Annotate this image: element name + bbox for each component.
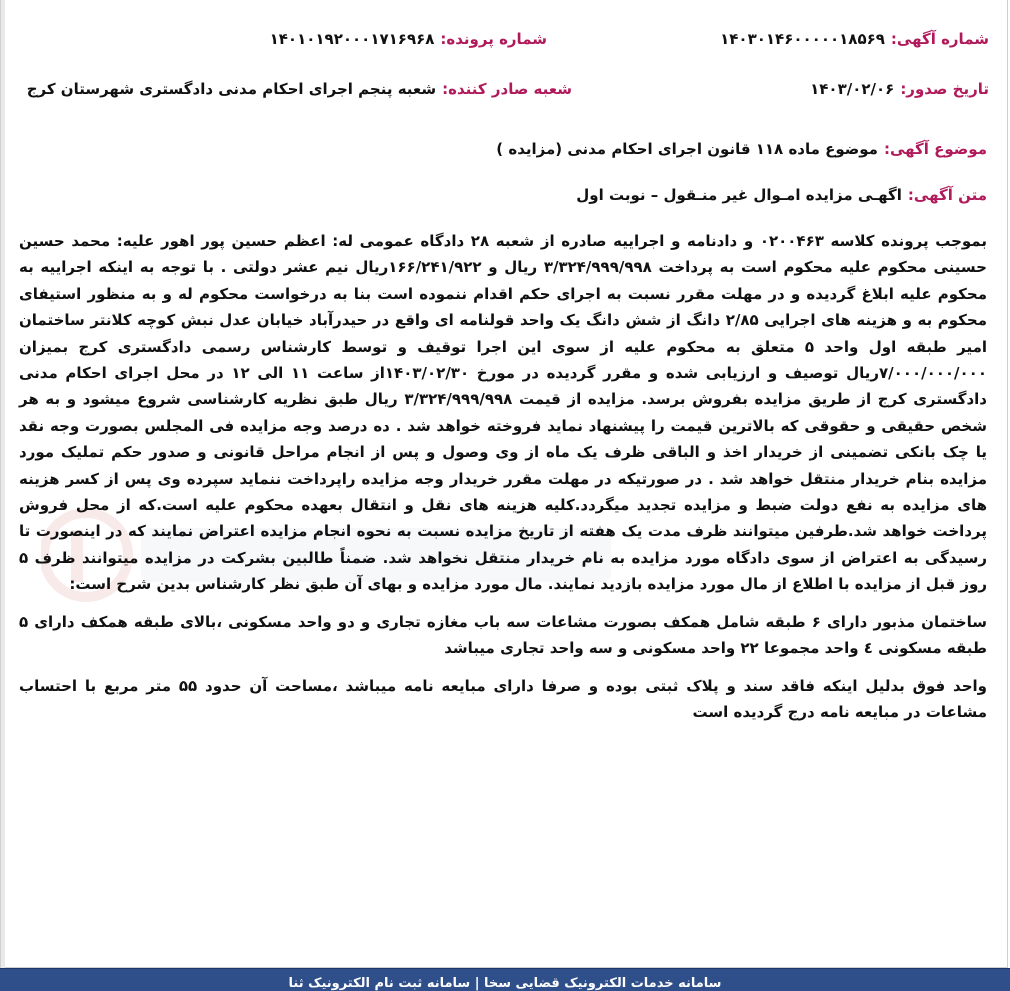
case-number-row — [270, 30, 547, 48]
subject-value: موضوع ماده ۱۱۸ قانون اجرای احکام مدنی (مزایده ) — [496, 140, 878, 158]
body-paragraph-3: واحد فوق بدلیل اینکه فاقد سند و پلاک ثبتی بوده و صرفا دارای مبایعه نامه میباشد ،مساحت آن حدود ۵۵ متر مربع با احتساب مشاعات در مبایعه نامه درج گردیده است — [19, 676, 987, 721]
case-number-value: ۱۴۰۱۰۱۹۲۰۰۰۱۷۱۶۹۶۸ — [269, 30, 435, 48]
notice-number-row — [720, 30, 989, 48]
notice-number-label: شماره آگهی: — [890, 30, 989, 48]
subject-row — [496, 140, 987, 158]
notice-number-value: ۱۴۰۳۰۱۴۶۰۰۰۰۰۱۸۵۶۹ — [720, 30, 885, 48]
issue-date-value: ۱۴۰۳/۰۲/۰۶ — [810, 80, 895, 98]
body-paragraph-1: بموجب پرونده کلاسه ۰۲۰۰۴۶۳ و دادنامه و اجراییه صادره از شعبه ۲۸ دادگاه عمومی له: اعظم حسین پور اهور علیه: محمد حسین حسینی محکوم علیه محکوم است به پرداخت ۳/۳۲۴/۹۹۹/۹۹۸ ریال و ۱۶۶/۲۴۱/۹۲۲ریال نیم عشر دولتی . با توجه به اینکه اجراییه به محکوم علیه ابلاغ گردیده و در مهلت مقرر نسبت به اجرای حکم اقدام ننموده است بنا به درخواست محکوم له و به منظور استیفای محکوم به و هزینه های اجرایی ۲/۸۵ دانگ از شش دانگ یک واحد قولنامه ای واقع در حیدرآباد خیابان عدل نبش کوچه کلانتر ساختمان امیر طبقه اول واحد ۵ متعلق به محکوم علیه از سوی این اجرا توقیف و توسط کارشناس رسمی دادگستری کرج بمیزان ۷/۰۰۰/۰۰۰/۰۰۰ریال توصیف و ارزیابی شده و مقرر گردیده در مورخ ۱۴۰۳/۰۲/۳۰از ساعت ۱۱ الی ۱۲ در محل اجرای احکام مدنی دادگستری کرج از طریق مزایده بفروش برسد. مزایده از قیمت ۳/۳۲۴/۹۹۹/۹۹۸ ریال طبق نظریه کارشناسی شروع میشود و به هر شخص حقیقی و حقوقی که بالاترین قیمت را پیشنهاد نماید فروخته خواهد شد . ده درصد وجه مزایده فی المجلس بصورت وجه نقد یا چک بانکی تضمینی از خریدار اخذ و الباقی ظرف یک ماه از وی وصول و پس از انجام مراحل قانونی و صدور حکم تملیک مورد مزایده بنام خریدار منتقل خواهد شد . در صورتیکه در مهلت مقرر خریدار وجه مزایده راپرداخت ننماید سپرده وی پس از کسر هزینه های مزایده به نفع دولت ضبط و مزایده تجدید میگردد.کلیه هزینه های نقل و انتقال بعهده محکوم علیه است.که از محل فروش پرداخت خواهد شد.طرفین میتوانند ظرف مدت یک هفته از تاریخ مزایده نسبت به نحوه انجام مزایده اعتراض نمایند که در اینصورت تا رسیدگی به اعتراض از سوی دادگاه مورد مزایده به نام خریدار منتقل نخواهد شد. ضمناً طالبین بشرکت در مزایده میتوانند ظرف ۵ روز قبل از مزایده با اطلاع از مال مورد مزایده بازدید نمایند. مال مورد مزایده و بهای آن طبق نظر کارشناس بدین شرح است: — [19, 232, 987, 594]
issuer-value: شعبه پنجم اجرای احکام مدنی دادگستری شهرستان کرج — [26, 80, 437, 98]
body-paragraph-2: ساختمان مذبور دارای ۶ طبقه شامل همکف بصورت مشاعات سه باب مغازه تجاری و دو واحد مسکونی ،بالای طبقه همکف دارای ۵ طبقه مسکونی ٤ واحد مجموعا ۲۲ واحد مسکونی و سه واحد تجاری میباشد — [19, 612, 987, 658]
case-number-label: شماره پرونده: — [440, 30, 547, 48]
footer-bar — [0, 968, 1010, 991]
footer-links[interactable]: سامانه خدمات الکترونیک قضایی سخا | سامانه ثبت نام الکترونیک ثنا — [288, 976, 722, 991]
issue-date-row — [810, 80, 989, 98]
scroll-track[interactable] — [1, 0, 5, 968]
subject-label: موضوع آگهی: — [883, 140, 987, 158]
issue-date-label: تاریخ صدور: — [900, 80, 989, 98]
text-title: اگهـی مزایده امـوال غیر منـقول – نوبت اول — [576, 186, 902, 204]
issuer-label: شعبه صادر کننده: — [442, 80, 572, 98]
text-label: متن آگهی: — [907, 186, 987, 204]
notice-body — [19, 228, 987, 725]
issuer-row — [27, 80, 572, 98]
text-title-row — [576, 186, 987, 204]
